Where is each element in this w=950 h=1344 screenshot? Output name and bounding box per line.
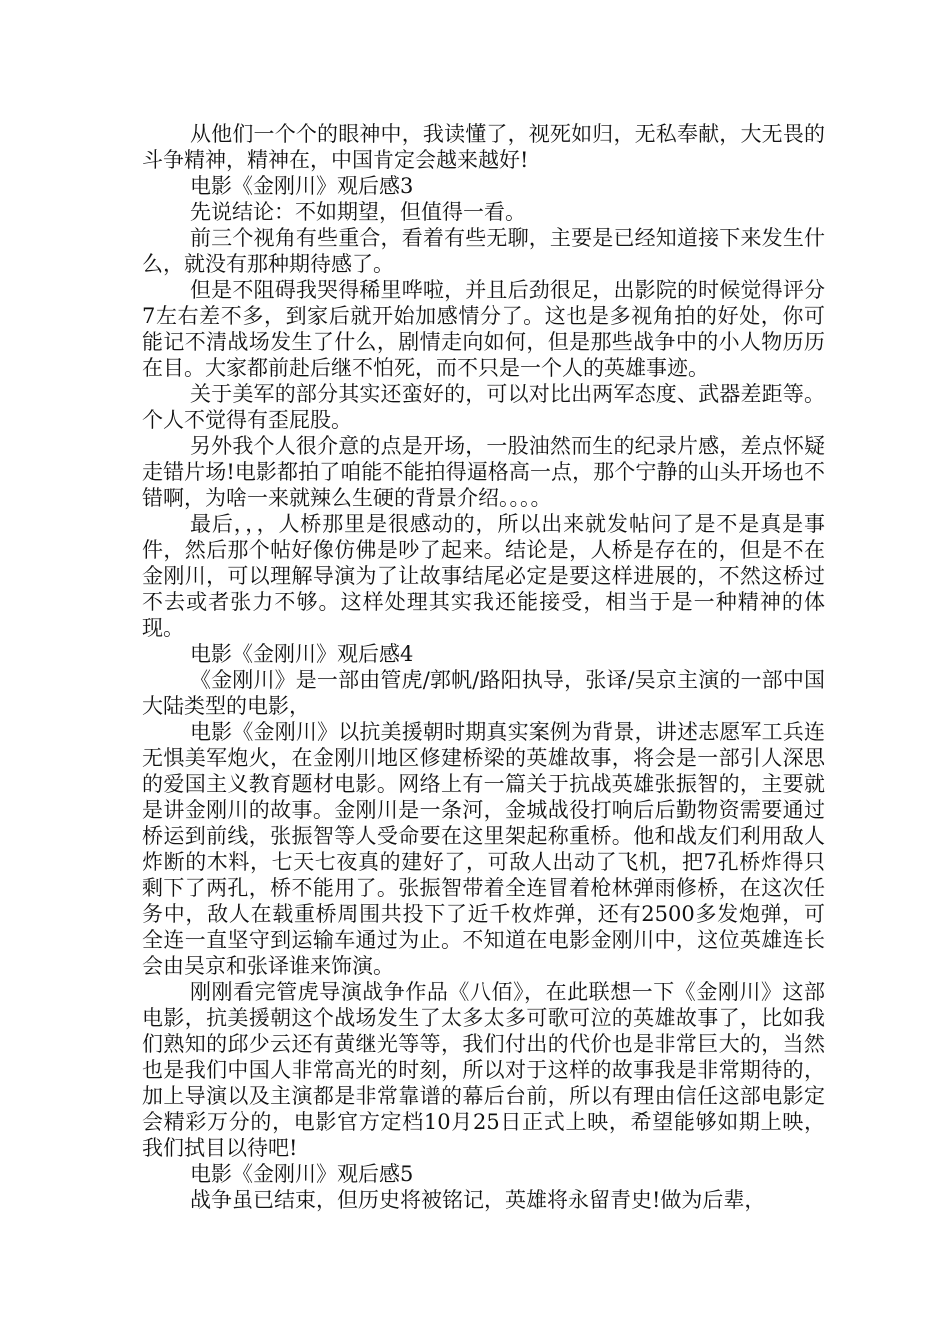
- paragraph: 电影《金刚川》以抗美援朝时期真实案例为背景，讲述志愿军工兵连无惧美军炮火，在金刚川地区修建桥梁的英雄故事，将会是一部引人深思的爱国主义教育题材电影。网络上有一篇关于抗战英雄张振智的，主要就是讲金刚川的故事。金刚川是一条河，金城战役打响后后勤物资需要通过桥运到前线，张振智等人受命要在这里架起称重桥。他和战友们利用敌人炸断的木料，七天七夜真的建好了，可敌人出动了飞机，把7孔桥炸得只剩下了两孔，桥不能用了。张振智带着全连冒着枪林弹雨修桥，在这次任务中，敌人在载重桥周围共投下了近千枚炸弹，还有2500多发炮弹，可全连一直坚守到运输车通过为止。不知道在电影金刚川中，这位英雄连长会由吴京和张译谁来饰演。: [142, 720, 825, 978]
- paragraph: 刚刚看完管虎导演战争作品《八佰》，在此联想一下《金刚川》这部电影，抗美援朝这个战场发生了太多太多可歌可泣的英雄故事了，比如我们熟知的邱少云还有黄继光等等，我们付出的代价也是非常巨大的，当然也是我们中国人非常高光的时刻，所以对于这样的故事我是非常期待的，加上导演以及主演都是非常靠谱的幕后台前，所以有理由信任这部电影定会精彩万分的，电影官方定档10月25日正式上映，希望能够如期上映，我们拭目以待吧!: [142, 980, 825, 1160]
- paragraph: 战争虽已结束，但历史将被铭记，英雄将永留青史!做为后辈，: [190, 1188, 766, 1212]
- section-heading: 电影《金刚川》观后感3: [190, 174, 414, 198]
- paragraph: 最后，，，人桥那里是很感动的，所以出来就发帖问了是不是真是事件，然后那个帖好像仿佛是吵了起来。结论是，人桥是存在的，但是不在金刚川，可以理解导演为了让故事结尾必定是要这样进展的，不然这桥过不去或者张力不够。这样处理其实我还能接受，相当于是一种精神的体现。: [142, 512, 825, 640]
- paragraph: 从他们一个个的眼神中，我读懂了，视死如归，无私奉献，大无畏的斗争精神，精神在，中国肯定会越来越好!: [142, 122, 825, 172]
- section-heading: 电影《金刚川》观后感4: [190, 642, 414, 666]
- paragraph: 另外我个人很介意的点是开场，一股油然而生的纪录片感，差点怀疑走错片场!电影都拍了咱能不能拍得逼格高一点，那个宁静的山头开场也不错啊，为啥一来就辣么生硬的背景介绍。。。。: [142, 434, 825, 510]
- section-heading: 电影《金刚川》观后感5: [190, 1162, 414, 1186]
- document-body: [142, 121, 825, 1213]
- paragraph: 前三个视角有些重合，看着有些无聊，主要是已经知道接下来发生什么，就没有那种期待感了。: [142, 226, 825, 276]
- paragraph: 《金刚川》是一部由管虎/郭帆/路阳执导，张译/吴京主演的一部中国大陆类型的电影，: [142, 668, 825, 718]
- paragraph: 先说结论：不如期望，但值得一看。: [190, 200, 526, 224]
- paragraph: 关于美军的部分其实还蛮好的，可以对比出两军态度、武器差距等。个人不觉得有歪屁股。: [142, 382, 825, 432]
- paragraph: 但是不阻碍我哭得稀里哗啦，并且后劲很足，出影院的时候觉得评分7左右差不多，到家后就开始加感情分了。这也是多视角拍的好处，你可能记不清战场发生了什么，剧情走向如何，但是那些战争中的小人物历历在目。大家都前赴后继不怕死，而不只是一个人的英雄事迹。: [142, 278, 825, 380]
